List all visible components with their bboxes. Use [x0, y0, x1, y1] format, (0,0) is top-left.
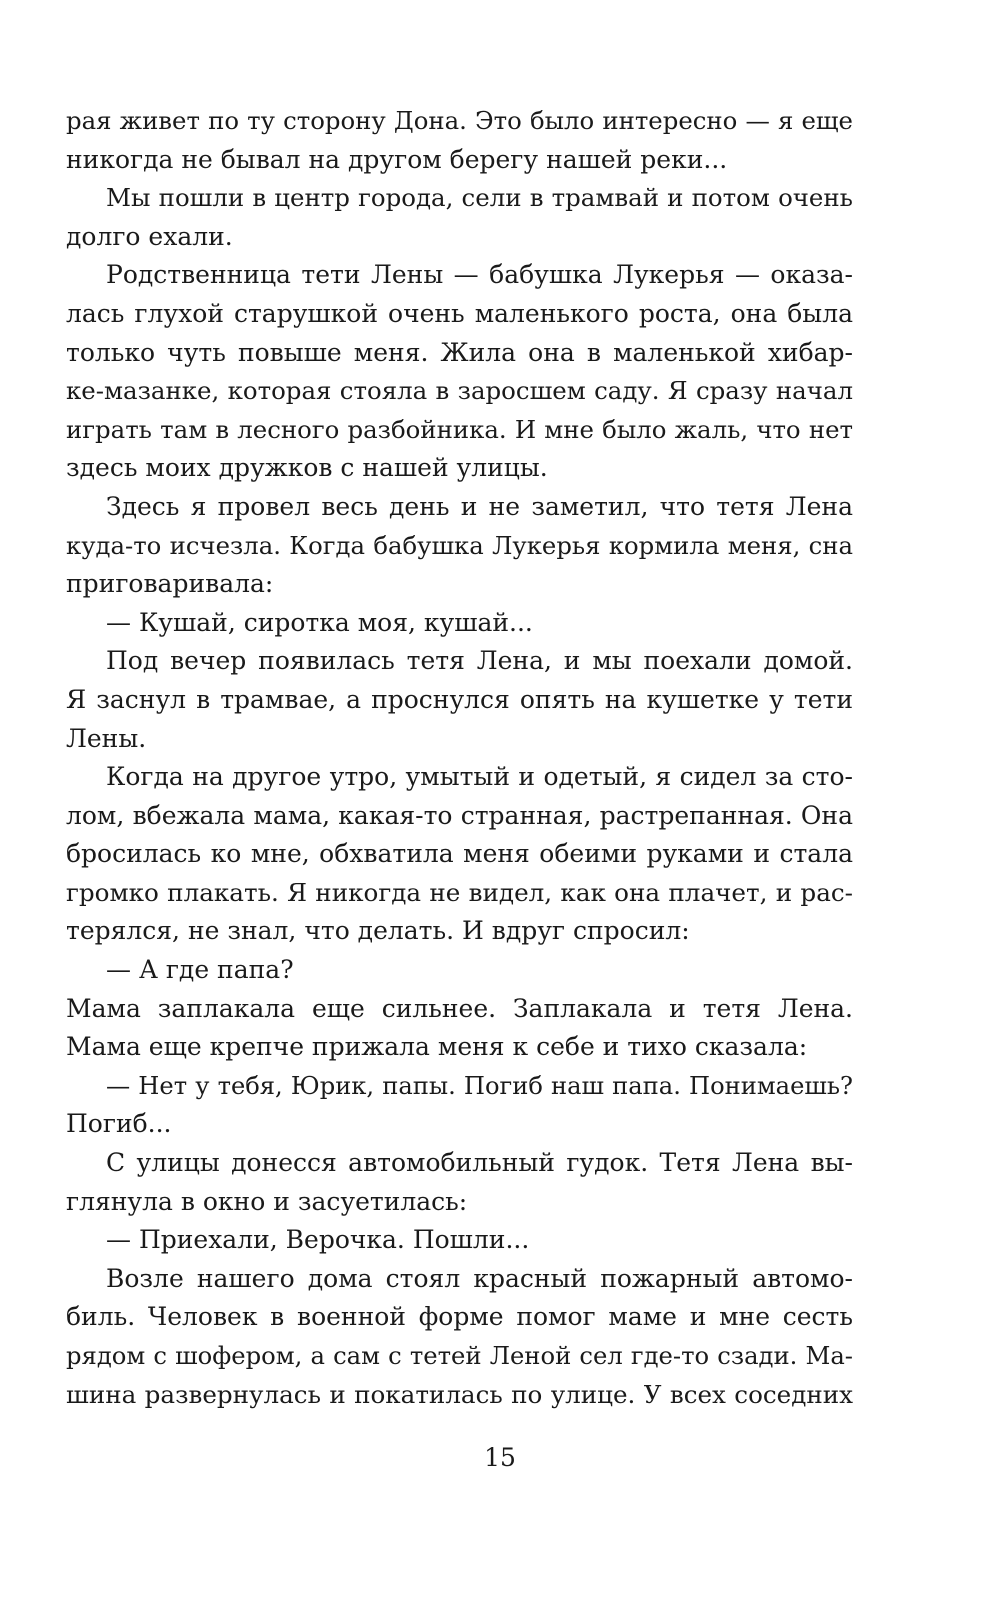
- text-line: глянула в окно и засуетилась:: [66, 1186, 468, 1216]
- text-line: только чуть повыше меня. Жила она в маленькой хибар-: [66, 337, 853, 367]
- text-line: — Приехали, Верочка. Пошли...: [106, 1225, 530, 1255]
- page-number: 15: [484, 1443, 516, 1472]
- text-line: биль. Человек в военной форме помог маме и мне сесть: [66, 1302, 853, 1332]
- text-line: Под вечер появилась тетя Лена, и мы поехали домой.: [106, 646, 853, 676]
- text-line: Погиб...: [66, 1109, 172, 1139]
- text-line: Мы пошли в центр города, сели в трамвай и потом очень: [106, 183, 853, 213]
- text-line: здесь моих дружков с нашей улицы.: [66, 453, 548, 483]
- text-line: рая живет по ту сторону Дона. Это было интересно — я еще: [66, 106, 853, 135]
- text-line: играть там в лесного разбойника. И мне было жаль, что нет: [66, 414, 853, 444]
- text-line: лом, вбежала мама, какая-то странная, растрепанная. Она: [66, 800, 853, 830]
- text-line: терялся, не знал, что делать. И вдруг спросил:: [66, 916, 690, 946]
- page-text: [66, 102, 853, 1414]
- text-line: шина развернулась и покатилась по улице. У всех соседних: [66, 1379, 853, 1409]
- text-line: — Нет у тебя, Юрик, папы. Погиб наш папа. Понимаешь?: [106, 1071, 853, 1100]
- text-line: долго ехали.: [66, 221, 233, 251]
- text-line: Родственница тети Лены — бабушка Лукерья — оказа-: [106, 260, 853, 290]
- text-line: рядом с шофером, а сам с тетей Леной сел где-то сзади. Ма-: [66, 1341, 853, 1370]
- text-line: Когда на другое утро, умытый и одетый, я сидел за сто-: [106, 762, 853, 792]
- text-line: бросилась ко мне, обхватила меня обеими руками и стала: [66, 839, 853, 869]
- text-line: ке-мазанке, которая стояла в заросшем саду. Я сразу начал: [66, 376, 853, 406]
- text-line: никогда не бывал на другом берегу нашей реки...: [66, 144, 728, 174]
- text-line: громко плакать. Я никогда не видел, как она плачет, и рас-: [66, 877, 853, 907]
- text-line: — Кушай, сиротка моя, кушай...: [106, 607, 533, 637]
- text-line: Здесь я провел весь день и не заметил, что тетя Лена: [106, 491, 853, 521]
- text-line: Мама еще крепче прижала меня к себе и тихо сказала:: [66, 1032, 808, 1062]
- text-line: Возле нашего дома стоял красный пожарный автомо-: [106, 1263, 853, 1293]
- text-line: Лены.: [66, 723, 147, 753]
- text-line: Мама заплакала еще сильнее. Заплакала и тетя Лена.: [66, 993, 853, 1023]
- text-line: куда-то исчезла. Когда бабушка Лукерья кормила меня, сна: [66, 530, 853, 560]
- text-line: лась глухой старушкой очень маленького роста, она была: [66, 298, 853, 328]
- text-line: С улицы донесся автомобильный гудок. Тетя Лена вы-: [106, 1148, 853, 1178]
- text-line: приговаривала:: [66, 569, 274, 599]
- text-line: Я заснул в трамвае, а проснулся опять на кушетке у тети: [66, 684, 853, 714]
- text-line: — А где папа?: [106, 955, 294, 985]
